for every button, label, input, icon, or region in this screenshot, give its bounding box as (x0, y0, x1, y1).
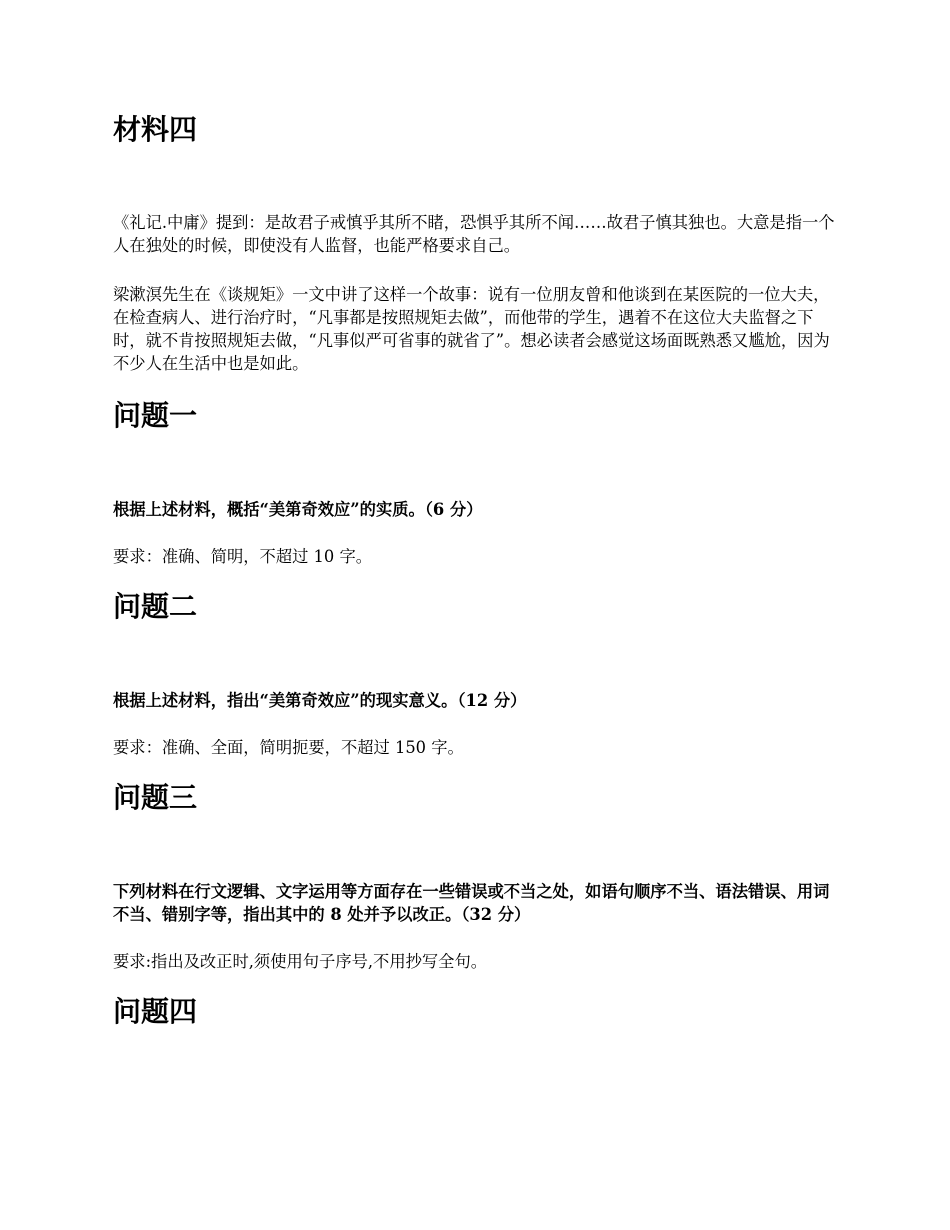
question1-requirement: 要求：准确、简明，不超过 10 字。 (113, 547, 373, 566)
question2-prompt: 根据上述材料，指出“美第奇效应”的现实意义。（12 分） (113, 691, 527, 710)
question2-requirement: 要求：准确、全面，简明扼要，不超过 150 字。 (113, 738, 464, 757)
question3-title: 问题三 (113, 781, 198, 814)
question1-title: 问题一 (113, 399, 198, 432)
question2-title: 问题二 (113, 590, 198, 623)
material4-paragraph-1: 《礼记.中庸》提到：是故君子戒慎乎其所不睹，恐惧乎其所不闻……故君子慎其独也。大意是指一个人在独处的时候，即使没有人监督，也能严格要求自己。 (113, 213, 835, 255)
question3-requirement: 要求:指出及改正时,须使用句子序号,不用抄写全句。 (113, 952, 488, 971)
question3-prompt: 下列材料在行文逻辑、文字运用等方面存在一些错误或不当之处，如语句顺序不当、语法错误、用词不当、错别字等，指出其中的 8 处并予以改正。（32 分） (113, 882, 830, 924)
question1-prompt: 根据上述材料，概括“美第奇效应”的实质。（6 分） (113, 500, 483, 519)
material4-paragraph-2: 梁漱溟先生在《谈规矩》一文中讲了这样一个故事：说有一位朋友曾和他谈到在某医院的一位大夫，在检查病人、进行治疗时，“凡事都是按照规矩去做”，而他带的学生，遇着不在这位大夫监督之下时，就不肯按照规矩去做，“凡事似严可省事的就省了”。想必读者会感觉这场面既熟悉又尴尬，因为不少人在生活中也是如此。 (113, 285, 830, 373)
question4-title: 问题四 (113, 995, 198, 1028)
material4-title: 材料四 (113, 113, 198, 146)
